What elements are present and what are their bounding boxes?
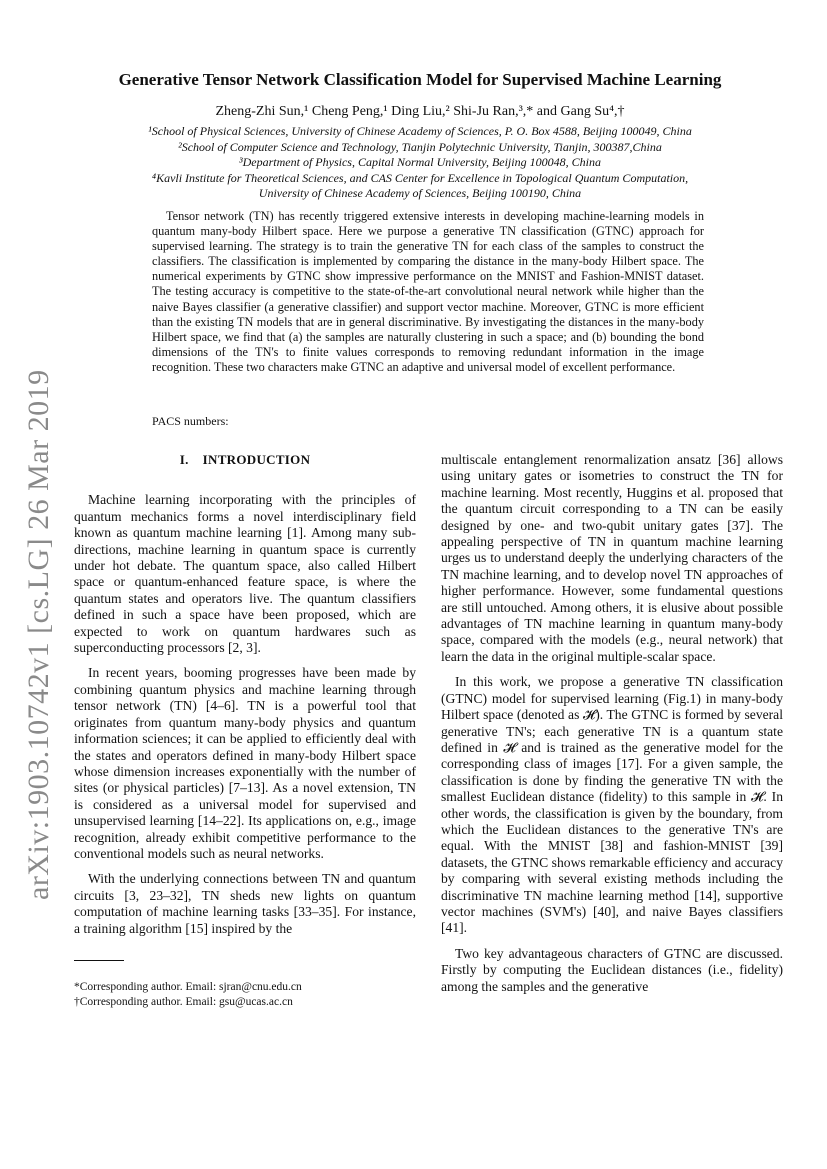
footnotes — [74, 980, 416, 1009]
footnote-divider — [74, 960, 124, 961]
body-paragraph: multiscale entanglement renormalization ansatz [36] allows using unitary gates or isometries to construct the TN for machine learning. Most recently, Huggins et al. proposed that the quantum circuit corresponding to a TN can be easily designed by one- and two-qubit unitary gates [37]. The appealing perspective of TN in quantum machine learning urges us to understand deeply the underlying characters of the TN machine learning, and to develop novel TN approaches of higher performance. However, some fundamental questions are still untouched. Among others, it is elusive about possible advantages of TN machine learning in quantum many-body space, compared with the models (e.g., neural network) that learn the data in the original multiple-scalar space. — [441, 452, 783, 664]
pacs-numbers: PACS numbers: — [152, 414, 229, 428]
section-number: I. — [179, 452, 189, 467]
body-paragraph: With the underlying connections between TN and quantum circuits [3, 23–32], TN sheds new lights on quantum computation of machine learning tasks [33–35]. For instance, a training algorithm [15] inspired by the — [74, 871, 416, 936]
arxiv-identifier-stamp: arXiv:1903.10742v1 [cs.LG] 26 Mar 2019 — [22, 369, 55, 900]
section-heading — [74, 452, 416, 468]
affiliation-line: University of Chinese Academy of Sciences, Beijing 100190, China — [258, 186, 582, 200]
footnote: *Corresponding author. Email: sjran@cnu.edu.cn — [74, 981, 302, 993]
body-paragraph: In recent years, booming progresses have been made by combining quantum physics and machine learning through tensor network (TN) [4–6]. TN is a powerful tool that originates from quantum many-body physics and quantum information sciences; it can be applied to efficiently deal with the states and operators defined in many-body Hilbert space whose dimension increases exponentially with the number of sites (or physical particles) [7–13]. As a novel extension, TN is considered as a universal model for supervised and unsupervised learning [14–22]. Its applications on, e.g., image recognition, already exhibit competitive performance to the conventional models such as neural networks. — [74, 665, 416, 861]
body-paragraph: In this work, we propose a generative TN classification (GTNC) model for supervised learning (Fig.1) in many-body Hilbert space (denoted as 𝓗). The GTNC is formed by several generative TN's; each generative TN is a quantum state defined in 𝓗 and is trained as the generative model for the corresponding class of images [17]. For a given sample, the classification is done by finding the generative TN with the smallest Euclidean distance (fidelity) to this sample in 𝓗. In other words, the classification is given by the boundary, from which the Euclidean distances to the generative TN's are equal. With the MNIST [38] and fashion-MNIST [39] datasets, the GTNC shows remarkable efficiency and accuracy by comparing with several existing methods including the discriminative TN machine learning method [14], supportive vector machines (SVM's) [40], and naive Bayes classifiers [41]. — [441, 674, 783, 936]
left-column — [74, 452, 416, 937]
footnote: †Corresponding author. Email: gsu@ucas.ac.cn — [74, 995, 293, 1008]
right-column — [441, 452, 783, 995]
affiliations — [60, 124, 780, 202]
section-title: INTRODUCTION — [202, 452, 311, 467]
affiliation-line: ²School of Computer Science and Technology, Tianjin Polytechnic University, Tianjin, 300387,China — [178, 139, 662, 154]
body-paragraph: Two key advantageous characters of GTNC are discussed. Firstly by computing the Euclidean distances (i.e., fidelity) among the samples and the generative — [441, 945, 783, 994]
affiliation-line: ¹School of Physical Sciences, University of Chinese Academy of Sciences, P. O. Box 4588, Beijing 100049, China — [148, 124, 692, 138]
author-list: Zheng-Zhi Sun,¹ Cheng Peng,¹ Ding Liu,² Shi-Ju Ran,³,* and Gang Su⁴,† — [215, 104, 625, 119]
abstract — [152, 209, 704, 375]
body-paragraph: Machine learning incorporating with the principles of quantum mechanics forms a novel interdisciplinary field known as quantum machine learning [1]. Among many sub-directions, machine learning in quantum space is currently under hot debate. The quantum space, also called Hilbert space or quantum-enhanced feature space, is where the quantum states and operators live. The quantum classifiers defined in such a space have been proposed, which are expected to work on quantum hardwares such as superconducting processors [2, 3]. — [74, 492, 416, 656]
paper-title: Generative Tensor Network Classification Model for Supervised Machine Learning — [118, 70, 722, 89]
abstract-text: Tensor network (TN) has recently triggered extensive interests in developing machine-learning models in quantum many-body Hilbert space. Here we purpose a generative TN classification (GTNC) approach for supervised learning. The strategy is to train the generative TN for each class of the samples to construct the classifiers. The classification is implemented by comparing the distance in the many-body Hilbert space. The numerical experiments by GTNC show impressive performance on the MNIST and Fashion-MNIST dataset. The testing accuracy is competitive to the state-of-the-art convolutional neural network while higher than the naive Bayes classifier (a generative classifier) and support vector machine. Moreover, GTNC is more efficient than the existing TN models that are in general discriminative. By investigating the distances in the many-body Hilbert space, we find that (a) the samples are naturally clustering in such a space; and (b) bounding the bond dimensions of the TN's to finite values corresponds to removing redundant information in the image recognition. These two characters make GTNC an adaptive and universal model of excellent performance. — [152, 209, 704, 374]
affiliation-line: ⁴Kavli Institute for Theoretical Sciences, and CAS Center for Excellence in Topological Quantum Computation, — [151, 170, 689, 185]
affiliation-line: ³Department of Physics, Capital Normal University, Beijing 100048, China — [239, 155, 601, 169]
